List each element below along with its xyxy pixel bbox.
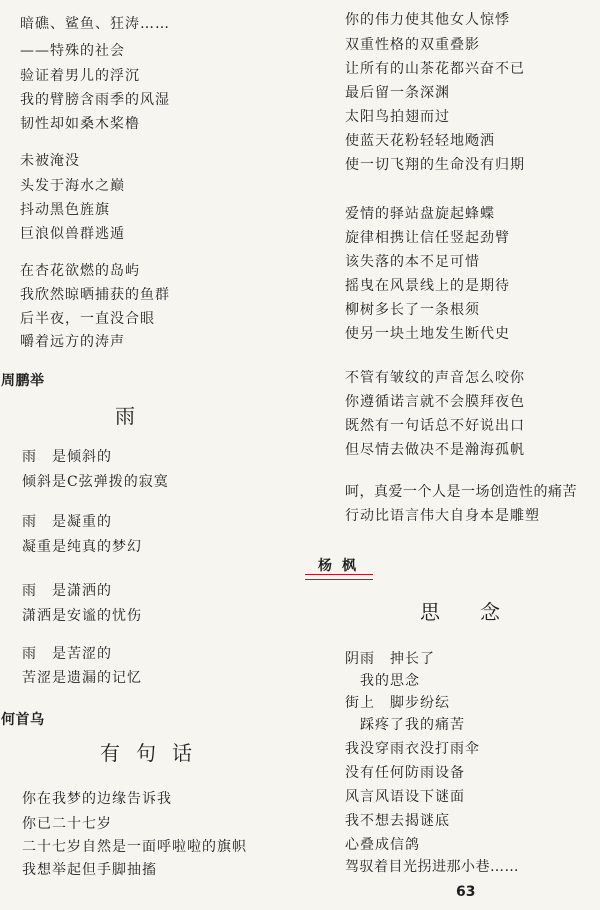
poem-line: 雨 是潇洒的 — [22, 583, 112, 599]
poem-line: 巨浪似兽群逃遁 — [20, 226, 125, 242]
poem-title: 雨 — [115, 404, 151, 428]
poem-line: 潇洒是安谧的忧伤 — [22, 608, 142, 624]
poem-line: 我想举起但手脚抽搐 — [22, 862, 157, 878]
poem-line: 二十七岁自然是一面呼啦啦的旗帜 — [22, 839, 247, 855]
poem-line: 行动比语言伟大自身本是雕塑 — [345, 508, 540, 524]
poem-line: 没有任何防雨设备 — [345, 765, 465, 781]
poem-line: 苦涩是遗漏的记忆 — [22, 670, 142, 686]
poem-line: 街上 脚步纷纭 — [345, 695, 450, 711]
poem-line: 既然有一句话总不好说出口 — [345, 418, 525, 434]
poem-line: 倾斜是C弦弹拨的寂寞 — [22, 474, 169, 490]
poem-line: 我欣然晾晒捕获的鱼群 — [20, 287, 170, 303]
author-name: 周鹏举 — [1, 373, 45, 389]
poem-line: 在杏花欲燃的岛屿 — [20, 263, 140, 279]
author-underline — [305, 579, 373, 580]
poem-line: 但尽情去做决不是瀚海孤帆 — [345, 442, 525, 458]
poem-line: 踩疼了我的痛苦 — [345, 717, 465, 733]
poem-line: 让所有的山茶花都兴奋不已 — [345, 61, 525, 77]
poem-line: 太阳鸟拍翅而过 — [345, 109, 450, 125]
poem-line: 暗礁、鲨鱼、狂涛…… — [20, 16, 170, 32]
poem-line: 雨 是凝重的 — [22, 514, 112, 530]
poem-line: 阴雨 抻长了 — [345, 651, 435, 667]
poem-line: 我的臂膀含雨季的风湿 — [20, 92, 170, 108]
poem-line: 雨 是倾斜的 — [22, 449, 112, 465]
poem-title: 思念 — [420, 600, 540, 624]
poem-line: 心叠成信鸽 — [345, 837, 420, 853]
poem-line: 使另一块土地发生断代史 — [345, 326, 510, 342]
poem-line: 你在我梦的边缘告诉我 — [22, 791, 172, 807]
poem-line: 你已二十七岁 — [22, 816, 112, 832]
poem-line: 你遵循诺言就不会膜拜夜色 — [345, 394, 525, 410]
poem-line: 嚼着远方的涛声 — [20, 334, 125, 350]
poem-line: 使一切飞翔的生命没有归期 — [345, 157, 525, 173]
poem-line: 最后留一条深渊 — [345, 85, 450, 101]
poem-line: 爱情的驿站盘旋起蜂蝶 — [345, 206, 495, 222]
poem-line: 我不想去揭谜底 — [345, 813, 450, 829]
poem-line: 后半夜，一直没合眼 — [20, 311, 155, 327]
author-underline — [305, 574, 373, 575]
author-name: 杨枫 — [318, 558, 366, 574]
poem-line: 使蓝天花粉轻轻地飏洒 — [345, 133, 495, 149]
poem-line: 你的伟力使其他女人惊悸 — [345, 12, 510, 28]
poem-line: 该失落的本不足可惜 — [345, 254, 480, 270]
poem-line: 风言风语设下谜面 — [345, 789, 465, 805]
poem-line: 呵，真爱一个人是一场创造性的痛苦 — [345, 484, 577, 500]
poem-line: 摇曳在风景线上的是期待 — [345, 278, 510, 294]
poem-line: 旋律相携让信任竖起劲臂 — [345, 230, 510, 246]
poem-line: 头发于海水之巅 — [20, 178, 125, 194]
poem-line: 柳树多长了一条根须 — [345, 302, 480, 318]
poem-line: 双重性格的双重叠影 — [345, 37, 480, 53]
poem-line: 抖动黑色旌旗 — [20, 202, 110, 218]
poem-line: 未被淹没 — [20, 153, 80, 169]
poem-line: 雨 是苦涩的 — [22, 646, 112, 662]
poem-line: 我的思念 — [345, 673, 420, 689]
poem-line: 不管有皱纹的声音怎么咬你 — [345, 370, 525, 386]
poem-line: 我没穿雨衣没打雨伞 — [345, 741, 480, 757]
poem-line: 凝重是纯真的梦幻 — [22, 539, 142, 555]
author-name: 何首乌 — [1, 712, 45, 728]
poem-line: 驾驭着目光拐进那小巷…… — [345, 859, 519, 875]
poem-line: ——特殊的社会 — [20, 43, 125, 59]
poem-line: 验证着男儿的浮沉 — [20, 68, 140, 84]
page-number: 63 — [456, 884, 476, 900]
poem-line: 韧性却如桑木桨橹 — [20, 116, 140, 132]
poem-title: 有句话 — [100, 741, 208, 765]
